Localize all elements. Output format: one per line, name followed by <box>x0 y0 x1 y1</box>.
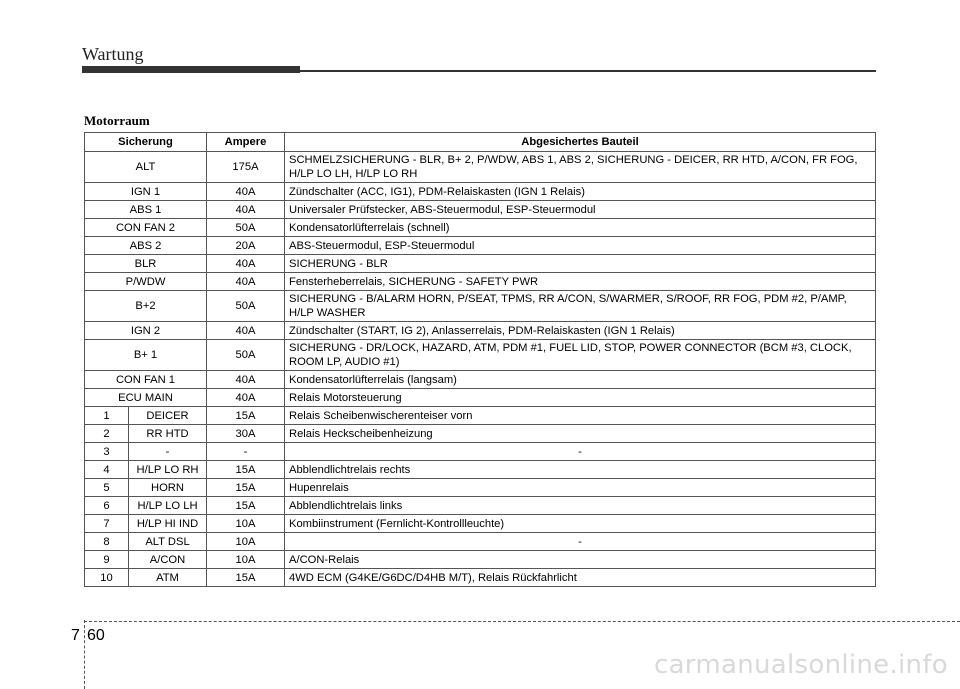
ampere-cell: 10A <box>207 551 285 569</box>
table-row <box>85 479 876 497</box>
table-row <box>85 515 876 533</box>
fuse-name-cell: DEICER <box>129 407 207 425</box>
fuse-table <box>84 132 876 587</box>
fuse-number-cell: 8 <box>85 533 129 551</box>
ampere-cell: 15A <box>207 497 285 515</box>
ampere-cell: 15A <box>207 569 285 587</box>
table-row <box>85 219 876 237</box>
component-cell: ABS-Steuermodul, ESP-Steuermodul <box>285 237 876 255</box>
ampere-cell: 175A <box>207 152 285 183</box>
ampere-cell: 15A <box>207 461 285 479</box>
fuse-number-cell: 3 <box>85 443 129 461</box>
fuse-name-cell: RR HTD <box>129 425 207 443</box>
column-header-component: Abgesichertes Bauteil <box>285 133 876 152</box>
component-cell: Zündschalter (ACC, IG1), PDM-Relaiskasten (IGN 1 Relais) <box>285 183 876 201</box>
component-cell: - <box>285 443 876 461</box>
table-row <box>85 201 876 219</box>
ampere-cell: 15A <box>207 479 285 497</box>
component-cell: SICHERUNG - BLR <box>285 255 876 273</box>
fuse-name-cell: ECU MAIN <box>85 389 207 407</box>
component-cell: Hupenrelais <box>285 479 876 497</box>
fuse-name-cell: ABS 2 <box>85 237 207 255</box>
component-cell: SICHERUNG - B/ALARM HORN, P/SEAT, TPMS, RR A/CON, S/WARMER, S/ROOF, RR FOG, PDM #2, P/AMP, H/LP WASHER <box>285 291 876 322</box>
fuse-name-cell: H/LP LO LH <box>129 497 207 515</box>
fuse-name-cell: HORN <box>129 479 207 497</box>
fuse-name-cell: IGN 1 <box>85 183 207 201</box>
table-row <box>85 273 876 291</box>
component-cell: - <box>285 533 876 551</box>
page-number: 60 <box>87 627 105 644</box>
component-cell: SCHMELZSICHERUNG - BLR, B+ 2, P/WDW, ABS 1, ABS 2, SICHERUNG - DEICER, RR HTD, A/CON, FR FOG, H/LP LO LH, H/LP LO RH <box>285 152 876 183</box>
table-row <box>85 237 876 255</box>
ampere-cell: 40A <box>207 273 285 291</box>
component-cell: Universaler Prüfstecker, ABS-Steuermodul, ESP-Steuermodul <box>285 201 876 219</box>
table-row <box>85 255 876 273</box>
component-cell: A/CON-Relais <box>285 551 876 569</box>
fuse-number-cell: 5 <box>85 479 129 497</box>
header-bar <box>82 66 300 73</box>
fuse-name-cell: IGN 2 <box>85 322 207 340</box>
fuse-number-cell: 1 <box>85 407 129 425</box>
fuse-name-cell: B+ 1 <box>85 340 207 371</box>
ampere-cell: - <box>207 443 285 461</box>
ampere-cell: 20A <box>207 237 285 255</box>
table-row <box>85 291 876 322</box>
table-row <box>85 551 876 569</box>
component-cell: Kondensatorlüfterrelais (langsam) <box>285 371 876 389</box>
component-cell: Relais Heckscheibenheizung <box>285 425 876 443</box>
table-row <box>85 407 876 425</box>
ampere-cell: 30A <box>207 425 285 443</box>
fuse-name-cell: B+2 <box>85 291 207 322</box>
component-cell: SICHERUNG - DR/LOCK, HAZARD, ATM, PDM #1, FUEL LID, STOP, POWER CONNECTOR (BCM #3, CLOCK, ROOM LP, AUDIO #1) <box>285 340 876 371</box>
fuse-number-cell: 2 <box>85 425 129 443</box>
ampere-cell: 50A <box>207 340 285 371</box>
header-rule <box>300 70 876 72</box>
ampere-cell: 40A <box>207 322 285 340</box>
fuse-name-cell: - <box>129 443 207 461</box>
table-row <box>85 425 876 443</box>
component-cell: Relais Scheibenwischerenteiser vorn <box>285 407 876 425</box>
table-header-row <box>85 133 876 152</box>
table-row <box>85 533 876 551</box>
watermark: carmanualsonline.info <box>653 650 948 680</box>
table-row <box>85 371 876 389</box>
ampere-cell: 40A <box>207 255 285 273</box>
chapter-title: Wartung <box>82 44 144 64</box>
fuse-number-cell: 9 <box>85 551 129 569</box>
fuse-name-cell: ALT <box>85 152 207 183</box>
table-row <box>85 340 876 371</box>
table-row <box>85 152 876 183</box>
component-cell: Fensterheberrelais, SICHERUNG - SAFETY PWR <box>285 273 876 291</box>
fuse-name-cell: P/WDW <box>85 273 207 291</box>
ampere-cell: 40A <box>207 389 285 407</box>
column-header-fuse: Sicherung <box>85 133 207 152</box>
component-cell: Abblendlichtrelais rechts <box>285 461 876 479</box>
table-row <box>85 461 876 479</box>
footer-divider-vertical <box>84 620 85 689</box>
table-row <box>85 497 876 515</box>
column-header-ampere: Ampere <box>207 133 285 152</box>
table-row <box>85 322 876 340</box>
fuse-name-cell: ABS 1 <box>85 201 207 219</box>
ampere-cell: 10A <box>207 515 285 533</box>
fuse-name-cell: A/CON <box>129 551 207 569</box>
fuse-number-cell: 10 <box>85 569 129 587</box>
ampere-cell: 10A <box>207 533 285 551</box>
table-row <box>85 443 876 461</box>
ampere-cell: 40A <box>207 201 285 219</box>
fuse-number-cell: 7 <box>85 515 129 533</box>
ampere-cell: 15A <box>207 407 285 425</box>
ampere-cell: 50A <box>207 291 285 322</box>
section-title: Motorraum <box>84 113 150 128</box>
ampere-cell: 50A <box>207 219 285 237</box>
component-cell: Relais Motorsteuerung <box>285 389 876 407</box>
fuse-number-cell: 6 <box>85 497 129 515</box>
fuse-number-cell: 4 <box>85 461 129 479</box>
fuse-name-cell: ALT DSL <box>129 533 207 551</box>
component-cell: Kombiinstrument (Fernlicht-Kontrollleuchte) <box>285 515 876 533</box>
fuse-name-cell: H/LP LO RH <box>129 461 207 479</box>
component-cell: Abblendlichtrelais links <box>285 497 876 515</box>
chapter-number: 7 <box>71 627 80 644</box>
table-row <box>85 183 876 201</box>
fuse-name-cell: CON FAN 2 <box>85 219 207 237</box>
ampere-cell: 40A <box>207 371 285 389</box>
component-cell: Zündschalter (START, IG 2), Anlasserrelais, PDM-Relaiskasten (IGN 1 Relais) <box>285 322 876 340</box>
component-cell: Kondensatorlüfterrelais (schnell) <box>285 219 876 237</box>
ampere-cell: 40A <box>207 183 285 201</box>
table-row <box>85 569 876 587</box>
fuse-name-cell: ATM <box>129 569 207 587</box>
footer-divider-horizontal <box>84 621 960 622</box>
component-cell: 4WD ECM (G4KE/G6DC/D4HB M/T), Relais Rückfahrlicht <box>285 569 876 587</box>
table-row <box>85 389 876 407</box>
fuse-name-cell: BLR <box>85 255 207 273</box>
fuse-name-cell: CON FAN 1 <box>85 371 207 389</box>
fuse-name-cell: H/LP HI IND <box>129 515 207 533</box>
